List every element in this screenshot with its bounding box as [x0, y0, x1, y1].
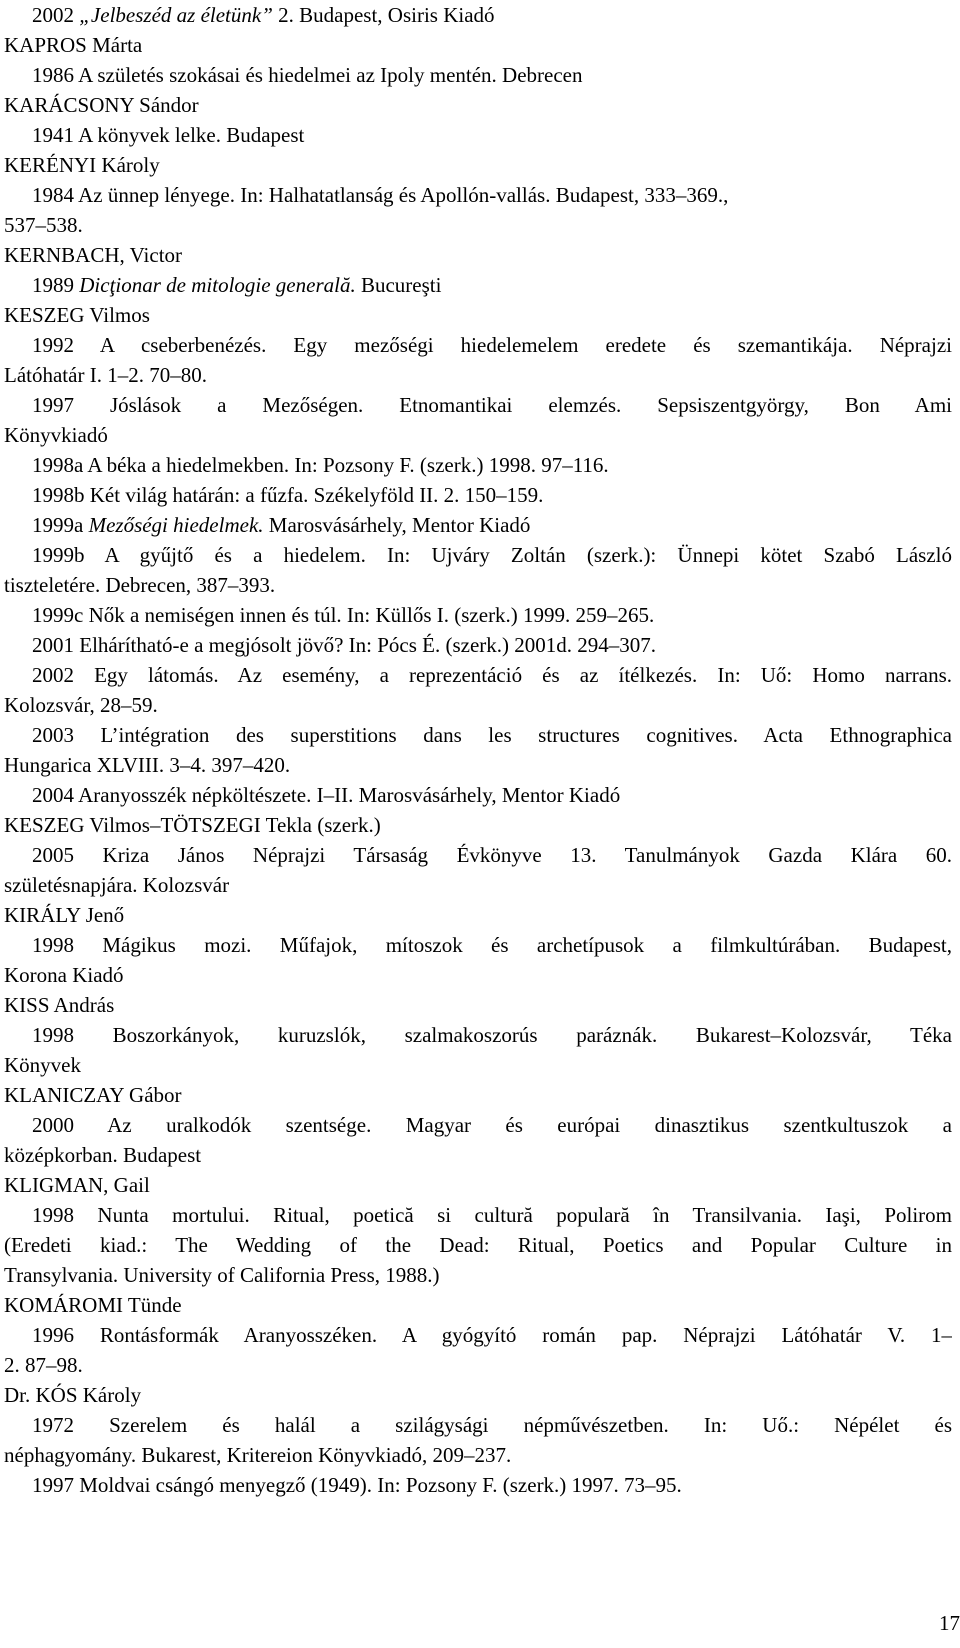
text-run: 1998a A béka a hiedelmekben. In: Pozsony F. (szerk.) 1998. 97–116. — [32, 453, 609, 477]
bibliography-entry — [4, 390, 952, 420]
text-run: KESZEG Vilmos — [4, 303, 150, 327]
bibliography-entry — [4, 1320, 952, 1350]
text-run: KARÁCSONY Sándor — [4, 93, 199, 117]
bibliography-author — [4, 1380, 952, 1410]
bibliography-entry — [4, 450, 952, 480]
text-run: 1989 — [32, 273, 80, 297]
text-run: Bucureşti — [355, 273, 442, 297]
bibliography-entry — [4, 480, 952, 510]
text-run: 2001 Elhárítható-e a megjósolt jövő? In: Pócs É. (szerk.) 2001d. 294–307. — [32, 633, 657, 657]
text-run: Korona Kiadó — [4, 963, 124, 987]
text-run: 1992 A cseberbenézés. Egy mezőségi hiedelemelem eredete és szemantikája. Néprajzi — [32, 333, 952, 357]
bibliography-continuation — [4, 1050, 952, 1080]
bibliography-continuation — [4, 870, 952, 900]
text-run: Könyvkiadó — [4, 423, 108, 447]
text-run: néphagyomány. Bukarest, Kritereion Könyvkiadó, 209–237. — [4, 1443, 512, 1467]
bibliography-entry — [4, 60, 952, 90]
text-run: KIRÁLY Jenő — [4, 903, 125, 927]
text-run: 1997 Jóslások a Mezőségen. Etnomantikai elemzés. Sepsiszentgyörgy, Bon Ami — [32, 393, 952, 417]
bibliography-entry — [4, 840, 952, 870]
text-run: 2. 87–98. — [4, 1353, 83, 1377]
bibliography-continuation — [4, 690, 952, 720]
text-run: 1998 Mágikus mozi. Műfajok, mítoszok és archetípusok a filmkultúrában. Budapest, — [32, 933, 952, 957]
text-run: Transylvania. University of California Press, 1988.) — [4, 1263, 440, 1287]
bibliography-entry — [4, 120, 952, 150]
bibliography-author — [4, 90, 952, 120]
bibliography-continuation — [4, 420, 952, 450]
bibliography-entry — [4, 180, 952, 210]
text-run: 1972 Szerelem és halál a szilágysági népművészetben. In: Uő.: Népélet és — [32, 1413, 952, 1437]
bibliography-entry — [4, 540, 952, 570]
bibliography-entry — [4, 930, 952, 960]
text-run: 1941 A könyvek lelke. Budapest — [32, 123, 305, 147]
bibliography-author — [4, 1080, 952, 1110]
text-run: középkorban. Budapest — [4, 1143, 202, 1167]
text-run: születésnapjára. Kolozsvár — [4, 873, 230, 897]
bibliography-continuation — [4, 1260, 952, 1290]
bibliography-continuation — [4, 750, 952, 780]
bibliography-author — [4, 300, 952, 330]
text-run: 1997 Moldvai csángó menyegző (1949). In: Pozsony F. (szerk.) 1997. 73–95. — [32, 1473, 682, 1497]
bibliography-continuation — [4, 960, 952, 990]
bibliography-continuation — [4, 570, 952, 600]
text-run: Hungarica XLVIII. 3–4. 397–420. — [4, 753, 291, 777]
text-run: KISS András — [4, 993, 115, 1017]
text-run: 1984 Az ünnep lényege. In: Halhatatlanság és Apollón-vallás. Budapest, 333–369., — [32, 183, 729, 207]
bibliography-continuation — [4, 360, 952, 390]
text-run: 1999c Nők a nemiségen innen és túl. In: Küllős I. (szerk.) 1999. 259–265. — [32, 603, 655, 627]
bibliography-author — [4, 900, 952, 930]
text-run: 2003 L’intégration des superstitions dans les structures cognitives. Acta Ethnographica — [32, 723, 952, 747]
text-run: Látóhatár I. 1–2. 70–80. — [4, 363, 207, 387]
bibliography-continuation — [4, 1230, 952, 1260]
text-run: 2005 Kriza János Néprajzi Társaság Évkönyve 13. Tanulmányok Gazda Klára 60. — [32, 843, 952, 867]
text-run: 537–538. — [4, 213, 83, 237]
text-run: Marosvásárhely, Mentor Kiadó — [263, 513, 531, 537]
bibliography-continuation — [4, 1350, 952, 1380]
text-run: tiszteletére. Debrecen, 387–393. — [4, 573, 276, 597]
bibliography-author — [4, 1290, 952, 1320]
bibliography-entry — [4, 1410, 952, 1440]
bibliography-entry — [4, 660, 952, 690]
bibliography-entry — [4, 1020, 952, 1050]
text-run: 1999a — [32, 513, 89, 537]
text-run: 1999b A gyűjtő és a hiedelem. In: Ujváry Zoltán (szerk.): Ünnepi kötet Szabó László — [32, 543, 952, 567]
italic-title: „Jelbeszéd az életünk” — [79, 3, 273, 27]
text-run: 1998 Boszorkányok, kuruzslók, szalmakoszorús paráznák. Bukarest–Kolozsvár, Téka — [32, 1023, 952, 1047]
text-run: KOMÁROMI Tünde — [4, 1293, 182, 1317]
page-number: 17 — [939, 1611, 960, 1635]
bibliography-continuation — [4, 1440, 952, 1470]
bibliography-entry — [4, 0, 952, 30]
text-run: 2002 — [32, 3, 80, 27]
text-run: 2004 Aranyosszék népköltészete. I–II. Marosvásárhely, Mentor Kiadó — [32, 783, 621, 807]
text-run: KLIGMAN, Gail — [4, 1173, 150, 1197]
bibliography-author — [4, 30, 952, 60]
bibliography-entry — [4, 630, 952, 660]
text-run: 1996 Rontásformák Aranyosszéken. A gyógyító román pap. Néprajzi Látóhatár V. 1– — [32, 1323, 952, 1347]
text-run: 1998b Két világ határán: a fűzfa. Székelyföld II. 2. 150–159. — [32, 483, 544, 507]
text-run: 2000 Az uralkodók szentsége. Magyar és európai dinasztikus szentkultuszok a — [32, 1113, 952, 1137]
bibliography-author — [4, 1170, 952, 1200]
bibliography-entry — [4, 330, 952, 360]
bibliography-author — [4, 990, 952, 1020]
text-run: KLANICZAY Gábor — [4, 1083, 182, 1107]
bibliography-author — [4, 150, 952, 180]
italic-title: Dicţionar de mitologie generală. — [79, 273, 356, 297]
bibliography-continuation — [4, 210, 952, 240]
bibliography-entry — [4, 270, 952, 300]
italic-title: Mezőségi hiedelmek. — [88, 513, 264, 537]
bibliography-entry — [4, 1470, 952, 1500]
bibliography-author — [4, 240, 952, 270]
bibliography-entry — [4, 780, 952, 810]
text-run: KAPROS Márta — [4, 33, 143, 57]
bibliography-entry — [4, 510, 952, 540]
text-run: 2. Budapest, Osiris Kiadó — [272, 3, 495, 27]
text-run: Dr. KÓS Károly — [4, 1383, 142, 1407]
bibliography-author — [4, 810, 952, 840]
text-run: 2002 Egy látomás. Az esemény, a reprezentáció és az ítélkezés. In: Uő: Homo narrans. — [32, 663, 952, 687]
text-run: 1986 A születés szokásai és hiedelmei az Ipoly mentén. Debrecen — [32, 63, 583, 87]
bibliography-list — [4, 0, 952, 1500]
text-run: 1998 Nunta mortului. Ritual, poetică si cultură populară în Transilvania. Iaşi, Polirom — [32, 1203, 952, 1227]
text-run: KERNBACH, Victor — [4, 243, 183, 267]
text-run: Könyvek — [4, 1053, 81, 1077]
bibliography-entry — [4, 1200, 952, 1230]
bibliography-entry — [4, 720, 952, 750]
text-run: Kolozsvár, 28–59. — [4, 693, 158, 717]
text-run: KESZEG Vilmos–TÖTSZEGI Tekla (szerk.) — [4, 813, 381, 837]
text-run: KERÉNYI Károly — [4, 153, 160, 177]
bibliography-continuation — [4, 1140, 952, 1170]
text-run: (Eredeti kiad.: The Wedding of the Dead: Ritual, Poetics and Popular Culture in — [4, 1233, 952, 1257]
bibliography-entry — [4, 600, 952, 630]
bibliography-entry — [4, 1110, 952, 1140]
